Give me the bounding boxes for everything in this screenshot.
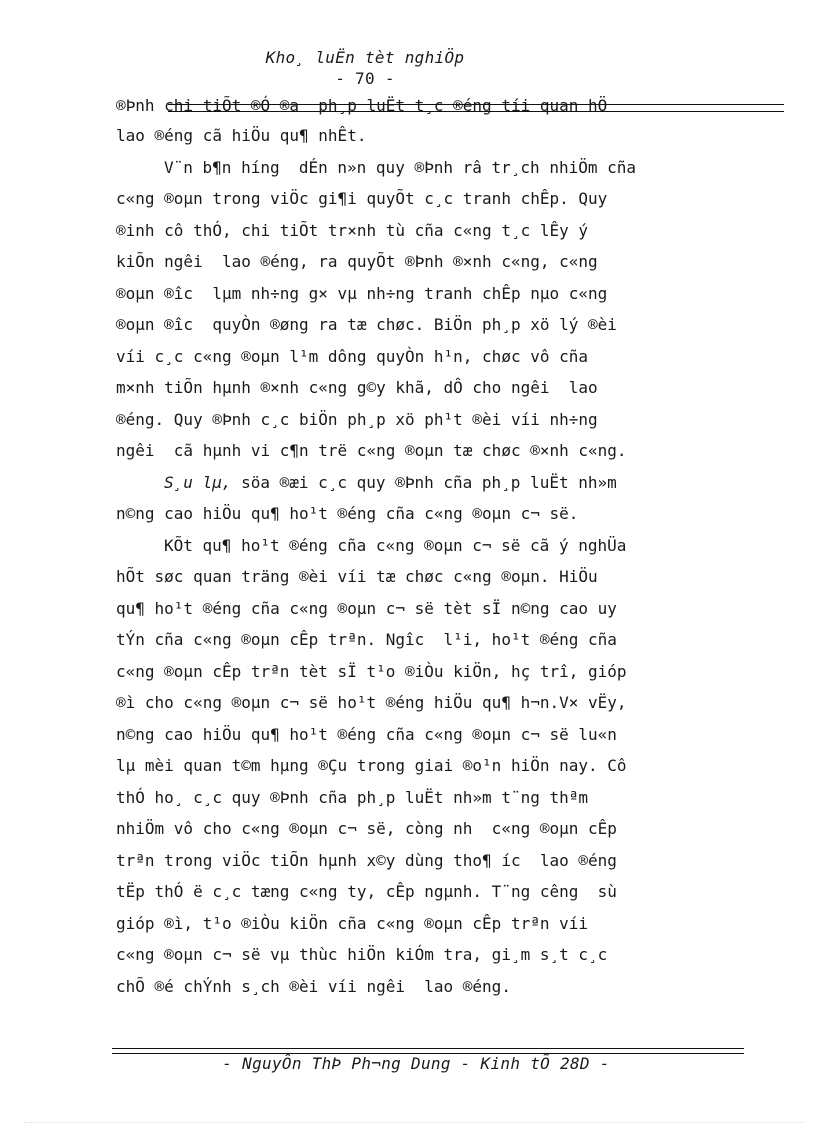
text-line: lao ®éng cã hiÖu qu¶ nhÊt. [116, 126, 367, 145]
section-lead-italic: S¸u lµ, [164, 472, 232, 492]
text-line: c«ng ®oµn trong viÖc gi¶i quyÕt c¸c tranh chÊp. Quy [116, 189, 608, 208]
text-line: nhiÖm vô cho c«ng ®oµn c¬ së, còng nh c«ng ®oµn cÊp [116, 819, 617, 838]
text-line: tÝn cña c«ng ®oµn cÊp trªn. Ngîc l¹i, ho¹t ®éng cña [116, 630, 617, 649]
text-line: V¨n b¶n híng dÉn n»n quy ®Þnh râ tr¸ch nhiÖm cña [164, 157, 637, 177]
text-line: tËp thÓ ë c¸c tæng c«ng ty, cÊp ngµnh. T¨ng cêng sù [116, 882, 617, 901]
text-line: víi c¸c c«ng ®oµn l¹m dông quyÒn h¹n, chøc vô cña [116, 346, 589, 366]
text-line: ®ì cho c«ng ®oµn c¬ së ho¹t ®éng hiÖu qu¶ h¬n.V× vËy, [116, 693, 627, 712]
text-line: ngêi cã hµnh vi c¶n trë c«ng ®oµn tæ chøc ®×nh c«ng. [116, 441, 627, 460]
text-line: trªn trong viÖc tiÕn hµnh x©y dùng tho¶ íc lao ®éng [116, 850, 617, 870]
text-line: ®éng. Quy ®Þnh c¸c biÖn ph¸p xö ph¹t ®èi víi nh÷ng [116, 409, 598, 429]
text-line: n©ng cao hiÖu qu¶ ho¹t ®éng cña c«ng ®oµn c¬ së. [116, 504, 579, 523]
text-line: hÕt søc quan träng ®èi víi tæ chøc c«ng ®oµn. HiÖu [116, 567, 598, 586]
text-line: c«ng ®oµn cÊp trªn tèt sÏ t¹o ®iÒu kiÖn, hç trî, gióp [116, 661, 627, 681]
running-header-title: Kho¸ luËn tèt nghiÖp [265, 48, 465, 67]
text-line: qu¶ ho¹t ®éng cña c«ng ®oµn c¬ së tèt sÏ n©ng cao uy [116, 598, 617, 618]
text-line: ®oµn ®îc quyÒn ®øng ra tæ chøc. BiÖn ph¸p xö lý ®èi [116, 315, 617, 334]
text-line: n©ng cao hiÖu qu¶ ho¹t ®éng cña c«ng ®oµn c¬ së lu«n [116, 724, 617, 744]
text-line: kiÕn ngêi lao ®éng, ra quyÕt ®Þnh ®×nh c«ng, c«ng [116, 252, 598, 271]
page-number: - 70 - [335, 69, 395, 88]
section-lead-rest: söa ®æi c¸c quy ®Þnh cña ph¸p luËt nh»m [231, 472, 617, 492]
text-line-section-heading [116, 467, 748, 499]
text-line: ®inh cô thÓ, chi tiÕt tr×nh tù cña c«ng t¸c lÊy ý [116, 220, 589, 240]
text-line: chÕ ®é chÝnh s¸ch ®èi víi ngêi lao ®éng. [116, 976, 511, 996]
running-footer: - NguyÔn ThÞ Ph¬ng Dung - Kinh tÕ 28D - [222, 1054, 610, 1073]
text-line: ®oµn ®îc lµm nh÷ng g× vµ nh÷ng tranh chÊp nµo c«ng [116, 283, 608, 303]
first-line-struck: ®Þnh chi tiÕt ®Ó ®a ph¸p luËt t¸c ®éng tíi quan hÖ [116, 96, 608, 115]
text-line: c«ng ®oµn c¬ së vµ thùc hiÖn kiÓm tra, gi¸m s¸t c¸c [116, 945, 608, 964]
double-strikethrough-line [168, 104, 784, 112]
text-line: m×nh tiÕn hµnh ®×nh c«ng g©y khã, dÔ cho ngêi lao [116, 378, 598, 397]
text-line: thÓ ho¸ c¸c quy ®Þnh cña ph¸p luËt nh»m t¨ng thªm [116, 787, 589, 807]
text-line: gióp ®ì, t¹o ®iÒu kiÖn cña c«ng ®oµn cÊp trªn víi [116, 913, 589, 933]
text-line: KÕt qu¶ ho¹t ®éng cña c«ng ®oµn c¬ së cã ý nghÜa [164, 535, 627, 555]
body-text [116, 120, 748, 1002]
text-line: lµ mèi quan t©m hµng ®Çu trong giai ®o¹n hiÖn nay. Cô [116, 756, 627, 775]
